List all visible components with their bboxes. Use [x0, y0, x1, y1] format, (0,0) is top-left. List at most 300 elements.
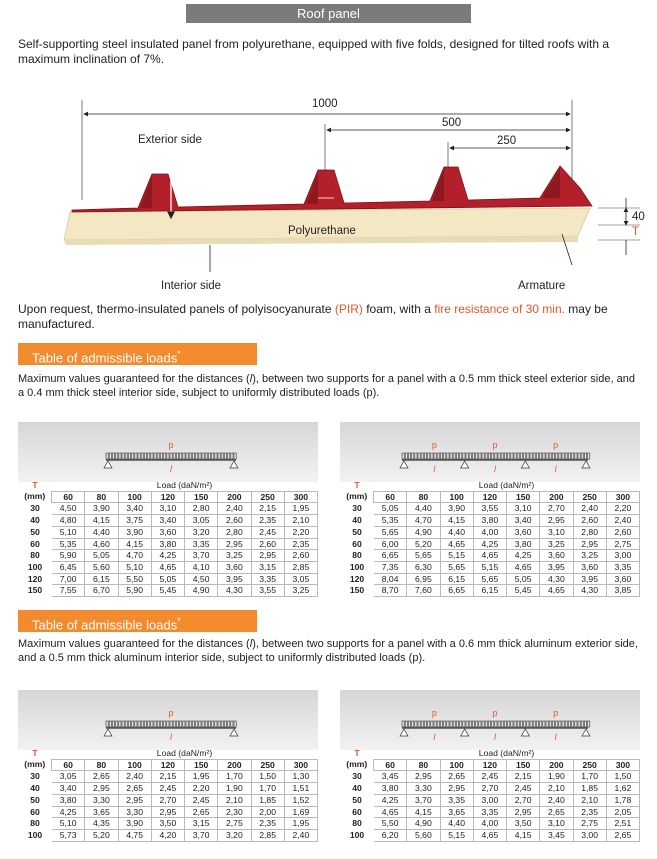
section-header: Roof panel [186, 4, 471, 23]
span-value-cell: 4,30 [540, 573, 573, 585]
span-value-cell: 2,70 [473, 783, 506, 795]
span-value-cell: 5,20 [407, 538, 440, 550]
support-icon [582, 729, 590, 736]
table-row [19, 806, 318, 818]
table-row [341, 585, 640, 597]
span-value-cell: 1,90 [218, 783, 251, 795]
load-column-header: 120 [473, 491, 506, 503]
span-value-cell: 4,80 [52, 515, 85, 527]
support-icon [104, 461, 112, 468]
support-icon [400, 729, 408, 736]
span-value-cell: 3,60 [507, 526, 540, 538]
load-column-header: 120 [473, 759, 506, 771]
span-value-cell: 5,05 [507, 573, 540, 585]
span-value-cell: 1,70 [251, 783, 284, 795]
span-value-cell: 6,15 [440, 573, 473, 585]
span-value-cell: 5,45 [151, 585, 184, 597]
span-value-cell: 3,80 [374, 783, 407, 795]
span-value-cell: 4,00 [473, 818, 506, 830]
span-value-cell: 5,05 [85, 550, 118, 562]
span-value-cell: 2,95 [440, 783, 473, 795]
span-value-cell: 2,80 [218, 526, 251, 538]
span-value-cell: 4,65 [473, 829, 506, 841]
span-value-cell: 2,65 [118, 783, 151, 795]
label-exterior-side: Exterior side [138, 134, 202, 146]
load-p-label: p [553, 440, 559, 450]
thickness-symbol: T [32, 748, 38, 759]
load-column-header: 120 [151, 491, 184, 503]
thickness-symbol: T [354, 748, 360, 759]
span-value-cell: 2,45 [507, 783, 540, 795]
table-row [19, 585, 318, 597]
load-p-label: p [431, 440, 437, 450]
table-row [341, 526, 640, 538]
load-unit-label: Load (daN/m²) [52, 748, 318, 759]
load-column-header: 200 [540, 759, 573, 771]
thickness-row-header: 150 [341, 585, 374, 597]
span-value-cell: 3,80 [151, 538, 184, 550]
span-value-cell: 3,05 [185, 515, 218, 527]
span-value-cell: 2,65 [85, 771, 118, 783]
span-value-cell: 3,50 [151, 818, 184, 830]
thickness-row-header: 50 [19, 526, 52, 538]
span-value-cell: 5,05 [374, 503, 407, 515]
span-value-cell: 3,60 [573, 561, 606, 573]
span-value-cell: 4,65 [473, 550, 506, 562]
load-column-header: 250 [573, 491, 606, 503]
load-column-header: 250 [251, 759, 284, 771]
span-l-label: l [554, 732, 557, 742]
span-value-cell: 4,25 [374, 794, 407, 806]
thickness-row-header: 50 [19, 794, 52, 806]
span-value-cell: 4,10 [185, 561, 218, 573]
thickness-row-header: 40 [19, 515, 52, 527]
span-value-cell: 1,90 [540, 771, 573, 783]
table-row [341, 561, 640, 573]
beam-schematic [18, 690, 318, 750]
span-value-cell: 2,10 [540, 783, 573, 795]
span-value-cell: 1,62 [606, 783, 639, 795]
span-value-cell: 4,70 [118, 550, 151, 562]
span-value-cell: 3,85 [606, 585, 639, 597]
beam-schematic [18, 422, 318, 482]
span-value-cell: 4,90 [407, 818, 440, 830]
load-column-header: 300 [606, 759, 639, 771]
span-value-cell: 8,04 [374, 573, 407, 585]
load-column-header: 60 [374, 759, 407, 771]
span-value-cell: 4,25 [151, 550, 184, 562]
span-value-cell: 1,70 [573, 771, 606, 783]
span-value-cell: 7,55 [52, 585, 85, 597]
load-p-label: p [168, 440, 174, 450]
span-value-cell: 3,20 [218, 829, 251, 841]
span-value-cell: 2,65 [540, 806, 573, 818]
span-value-cell: 5,15 [473, 561, 506, 573]
panel-diagram [0, 90, 657, 300]
span-value-cell: 3,70 [407, 794, 440, 806]
thickness-row-header: 80 [341, 550, 374, 562]
span-value-cell: 2,60 [284, 550, 317, 562]
span-value-cell: 2,40 [284, 829, 317, 841]
span-value-cell: 3,40 [151, 515, 184, 527]
load-column-header: 150 [185, 491, 218, 503]
span-value-cell: 3,90 [118, 526, 151, 538]
thickness-symbol: T [32, 480, 38, 491]
thickness-row-header: 50 [341, 794, 374, 806]
load-column-header: 250 [573, 759, 606, 771]
thickness-row-header: 40 [341, 515, 374, 527]
span-value-cell: 1,85 [251, 794, 284, 806]
span-value-cell: 8,70 [374, 585, 407, 597]
support-icon [230, 461, 238, 468]
span-value-cell: 2,40 [218, 503, 251, 515]
load-column-header: 300 [284, 759, 317, 771]
beam-schematic [340, 422, 640, 482]
span-value-cell: 4,40 [407, 503, 440, 515]
span-l-label: l [494, 732, 496, 742]
span-value-cell: 2,51 [606, 818, 639, 830]
table-row [19, 503, 318, 515]
span-value-cell: 5,35 [52, 538, 85, 550]
span-value-cell: 3,70 [185, 829, 218, 841]
span-value-cell: 3,15 [251, 561, 284, 573]
span-value-cell: 2,95 [118, 794, 151, 806]
load-column-header: 80 [85, 491, 118, 503]
span-value-cell: 2,15 [251, 503, 284, 515]
span-value-cell: 5,90 [118, 585, 151, 597]
span-value-cell: 3,40 [507, 515, 540, 527]
load-p-label: p [492, 708, 498, 718]
span-value-cell: 5,50 [374, 818, 407, 830]
span-value-cell: 2,35 [251, 515, 284, 527]
label-polyurethane: Polyurethane [288, 225, 356, 237]
span-value-cell: 6,20 [374, 829, 407, 841]
span-value-cell: 2,20 [185, 783, 218, 795]
support-icon [521, 729, 529, 736]
pir-highlight: (PIR) [334, 302, 363, 316]
span-value-cell: 4,25 [473, 538, 506, 550]
load-p-label: p [431, 708, 437, 718]
span-l-label: l [494, 464, 496, 474]
support-icon [521, 461, 529, 468]
span-value-cell: 4,40 [440, 818, 473, 830]
span-value-cell: 7,35 [374, 561, 407, 573]
span-value-cell: 5,65 [374, 526, 407, 538]
load-column-header: 200 [218, 491, 251, 503]
span-value-cell: 2,20 [606, 503, 639, 515]
span-value-cell: 4,30 [573, 585, 606, 597]
thickness-unit: (mm) [24, 491, 46, 502]
load-unit-label: Load (daN/m²) [374, 480, 640, 491]
span-value-cell: 1,69 [284, 806, 317, 818]
span-value-cell: 2,85 [251, 829, 284, 841]
table-row [341, 794, 640, 806]
load-column-header: 150 [185, 759, 218, 771]
span-value-cell: 3,35 [473, 806, 506, 818]
span-value-cell: 2,60 [573, 515, 606, 527]
intro-text: Self-supporting steel insulated panel from polyurethane, equipped with five folds, designed for tilted roofs with a maximum inclination of 7%. [18, 37, 610, 66]
table-row [341, 783, 640, 795]
span-value-cell: 3,40 [52, 783, 85, 795]
span-value-cell: 3,60 [151, 526, 184, 538]
load-column-header: 100 [118, 759, 151, 771]
span-value-cell: 3,30 [85, 794, 118, 806]
span-value-cell: 7,00 [52, 573, 85, 585]
span-value-cell: 4,25 [507, 550, 540, 562]
span-value-cell: 6,95 [407, 573, 440, 585]
span-value-cell: 4,15 [85, 515, 118, 527]
span-value-cell: 2,95 [540, 515, 573, 527]
span-value-cell: 1,95 [185, 771, 218, 783]
section2-description: Maximum values guaranteed for the distances (l), between two supports for a panel with a 0.6 mm thick aluminum exterior side, and a 0.5 mm thick aluminum interior side, subject to uniformly distributed loads (p). [18, 638, 638, 664]
thickness-row-header: 100 [341, 561, 374, 573]
span-value-cell: 1,50 [606, 771, 639, 783]
support-icon [461, 461, 469, 468]
span-value-cell: 2,45 [151, 783, 184, 795]
span-value-cell: 5,65 [407, 550, 440, 562]
load-column-header: 300 [284, 491, 317, 503]
span-value-cell: 3,45 [374, 771, 407, 783]
span-value-cell: 3,95 [218, 573, 251, 585]
thickness-row-header: 40 [341, 783, 374, 795]
span-value-cell: 4,15 [118, 538, 151, 550]
span-value-cell: 5,65 [473, 573, 506, 585]
span-value-cell: 2,35 [573, 806, 606, 818]
span-value-cell: 1,70 [218, 771, 251, 783]
span-value-cell: 3,25 [540, 538, 573, 550]
span-value-cell: 3,90 [118, 818, 151, 830]
span-value-cell: 3,25 [218, 550, 251, 562]
span-value-cell: 2,60 [606, 526, 639, 538]
thickness-row-header: 30 [19, 771, 52, 783]
load-unit-label: Load (daN/m²) [52, 480, 318, 491]
support-icon [400, 461, 408, 468]
section2-banner: Table of admissible loads* [18, 610, 257, 632]
span-value-cell: 3,80 [52, 794, 85, 806]
dim-500: 500 [442, 117, 462, 129]
span-value-cell: 3,65 [440, 806, 473, 818]
span-value-cell: 3,00 [606, 550, 639, 562]
span-value-cell: 6,45 [52, 561, 85, 573]
span-value-cell: 5,65 [440, 561, 473, 573]
load-values-table [18, 480, 318, 597]
span-value-cell: 5,20 [85, 829, 118, 841]
span-value-cell: 4,65 [540, 585, 573, 597]
table-row [341, 829, 640, 841]
section1-description: Maximum values guaranteed for the distances (l), between two supports for a panel with a 0.5 mm thick steel exterior side, and a 0.4 mm thick steel interior side, subject to uniformly distributed loads (p). [18, 373, 635, 399]
span-value-cell: 4,00 [473, 526, 506, 538]
table-row [341, 771, 640, 783]
load-column-header: 150 [507, 759, 540, 771]
span-value-cell: 3,30 [118, 806, 151, 818]
thickness-unit: (mm) [346, 491, 368, 502]
span-value-cell: 3,05 [52, 771, 85, 783]
span-value-cell: 4,70 [407, 515, 440, 527]
span-value-cell: 2,95 [151, 806, 184, 818]
span-value-cell: 6,15 [85, 573, 118, 585]
load-p-label: p [168, 708, 174, 718]
table-row [19, 771, 318, 783]
span-value-cell: 1,52 [284, 794, 317, 806]
span-value-cell: 2,70 [151, 794, 184, 806]
load-column-header: 150 [507, 491, 540, 503]
span-value-cell: 2,35 [251, 818, 284, 830]
span-value-cell: 4,50 [185, 573, 218, 585]
load-values-table [18, 748, 318, 842]
span-value-cell: 3,35 [185, 538, 218, 550]
span-l-label: l [170, 732, 172, 742]
table-row [19, 783, 318, 795]
span-value-cell: 2,65 [440, 771, 473, 783]
load-column-header: 80 [85, 759, 118, 771]
span-value-cell: 2,95 [251, 550, 284, 562]
thickness-row-header: 150 [19, 585, 52, 597]
span-value-cell: 4,15 [440, 515, 473, 527]
span-value-cell: 2,75 [573, 818, 606, 830]
thickness-row-header: 40 [19, 783, 52, 795]
dim-24: 24 [348, 186, 361, 198]
table-row [341, 550, 640, 562]
span-value-cell: 2,70 [540, 503, 573, 515]
thickness-row-header: 60 [19, 806, 52, 818]
span-value-cell: 3,65 [85, 806, 118, 818]
span-value-cell: 3,35 [440, 794, 473, 806]
load-p-label: p [553, 708, 559, 718]
table-row [341, 806, 640, 818]
span-value-cell: 6,65 [374, 550, 407, 562]
span-value-cell: 2,95 [507, 806, 540, 818]
load-column-header: 100 [440, 759, 473, 771]
load-column-header: 250 [251, 491, 284, 503]
load-column-header: 60 [52, 759, 85, 771]
span-value-cell: 3,25 [573, 550, 606, 562]
table-row [19, 573, 318, 585]
span-value-cell: 5,10 [52, 818, 85, 830]
thickness-row-header: 60 [341, 806, 374, 818]
thickness-row-header: 30 [341, 503, 374, 515]
span-l-label: l [554, 464, 557, 474]
support-icon [230, 729, 238, 736]
span-value-cell: 3,25 [284, 585, 317, 597]
span-value-cell: 3,55 [251, 585, 284, 597]
span-value-cell: 5,15 [440, 550, 473, 562]
span-value-cell: 2,05 [606, 806, 639, 818]
span-value-cell: 3,80 [507, 538, 540, 550]
load-column-header: 300 [606, 491, 639, 503]
span-value-cell: 1,95 [284, 503, 317, 515]
span-value-cell: 6,70 [85, 585, 118, 597]
span-value-cell: 3,10 [540, 818, 573, 830]
span-value-cell: 3,30 [407, 783, 440, 795]
table-row [341, 515, 640, 527]
load-column-header: 60 [374, 491, 407, 503]
span-value-cell: 5,15 [440, 829, 473, 841]
table-row [19, 515, 318, 527]
thickness-row-header: 100 [341, 829, 374, 841]
span-l-label: l [433, 464, 436, 474]
span-value-cell: 3,95 [573, 573, 606, 585]
table-row [19, 829, 318, 841]
span-value-cell: 2,45 [185, 794, 218, 806]
dim-40: 40 [632, 211, 645, 223]
span-value-cell: 3,10 [507, 503, 540, 515]
thickness-row-header: 60 [341, 538, 374, 550]
span-value-cell: 7,60 [407, 585, 440, 597]
table-row [341, 818, 640, 830]
span-value-cell: 1,85 [573, 783, 606, 795]
thickness-row-header: 120 [341, 573, 374, 585]
span-value-cell: 3,90 [440, 503, 473, 515]
thickness-row-header: 60 [19, 538, 52, 550]
thickness-row-header: 100 [19, 829, 52, 841]
span-value-cell: 3,10 [151, 503, 184, 515]
span-value-cell: 3,15 [185, 818, 218, 830]
label-interior-side: Interior side [161, 280, 222, 292]
span-value-cell: 2,30 [218, 806, 251, 818]
request-text: Upon request, thermo-insulated panels of polyisocyanurate (PIR) foam, with a fire resistance of 30 min. may be manufactured. [18, 302, 608, 331]
span-value-cell: 1,51 [284, 783, 317, 795]
table-row [341, 538, 640, 550]
load-column-header: 60 [52, 491, 85, 503]
span-value-cell: 4,30 [218, 585, 251, 597]
table-row [19, 526, 318, 538]
span-value-cell: 4,25 [52, 806, 85, 818]
support-icon [461, 729, 469, 736]
table-row [19, 538, 318, 550]
span-value-cell: 4,40 [440, 526, 473, 538]
table-row [19, 561, 318, 573]
span-value-cell: 4,15 [507, 829, 540, 841]
span-value-cell: 2,15 [507, 771, 540, 783]
span-value-cell: 3,60 [218, 561, 251, 573]
span-value-cell: 4,65 [151, 561, 184, 573]
span-value-cell: 2,75 [218, 818, 251, 830]
span-value-cell: 3,80 [473, 515, 506, 527]
span-value-cell: 5,10 [52, 526, 85, 538]
span-value-cell: 2,20 [284, 526, 317, 538]
span-value-cell: 2,95 [407, 771, 440, 783]
thickness-row-header: 30 [19, 503, 52, 515]
thickness-row-header: 30 [341, 771, 374, 783]
thickness-row-header: 80 [341, 818, 374, 830]
span-value-cell: 6,15 [473, 585, 506, 597]
span-value-cell: 3,05 [284, 573, 317, 585]
load-column-header: 80 [407, 759, 440, 771]
span-value-cell: 5,10 [118, 561, 151, 573]
span-value-cell: 5,05 [151, 573, 184, 585]
span-value-cell: 6,00 [374, 538, 407, 550]
span-value-cell: 2,35 [284, 538, 317, 550]
span-value-cell: 5,90 [52, 550, 85, 562]
span-value-cell: 4,40 [85, 526, 118, 538]
span-value-cell: 4,75 [118, 829, 151, 841]
span-value-cell: 3,35 [251, 573, 284, 585]
span-value-cell: 4,50 [52, 503, 85, 515]
span-value-cell: 5,60 [407, 829, 440, 841]
dim-1000: 1000 [312, 98, 338, 110]
span-value-cell: 2,40 [606, 515, 639, 527]
span-value-cell: 2,10 [284, 515, 317, 527]
load-unit-label: Load (daN/m²) [374, 748, 640, 759]
span-value-cell: 2,00 [251, 806, 284, 818]
thickness-row-header: 100 [19, 561, 52, 573]
span-value-cell: 2,75 [606, 538, 639, 550]
span-value-cell: 1,78 [606, 794, 639, 806]
load-column-header: 80 [407, 491, 440, 503]
table-row [19, 794, 318, 806]
span-value-cell: 2,40 [573, 503, 606, 515]
span-value-cell: 2,15 [151, 771, 184, 783]
